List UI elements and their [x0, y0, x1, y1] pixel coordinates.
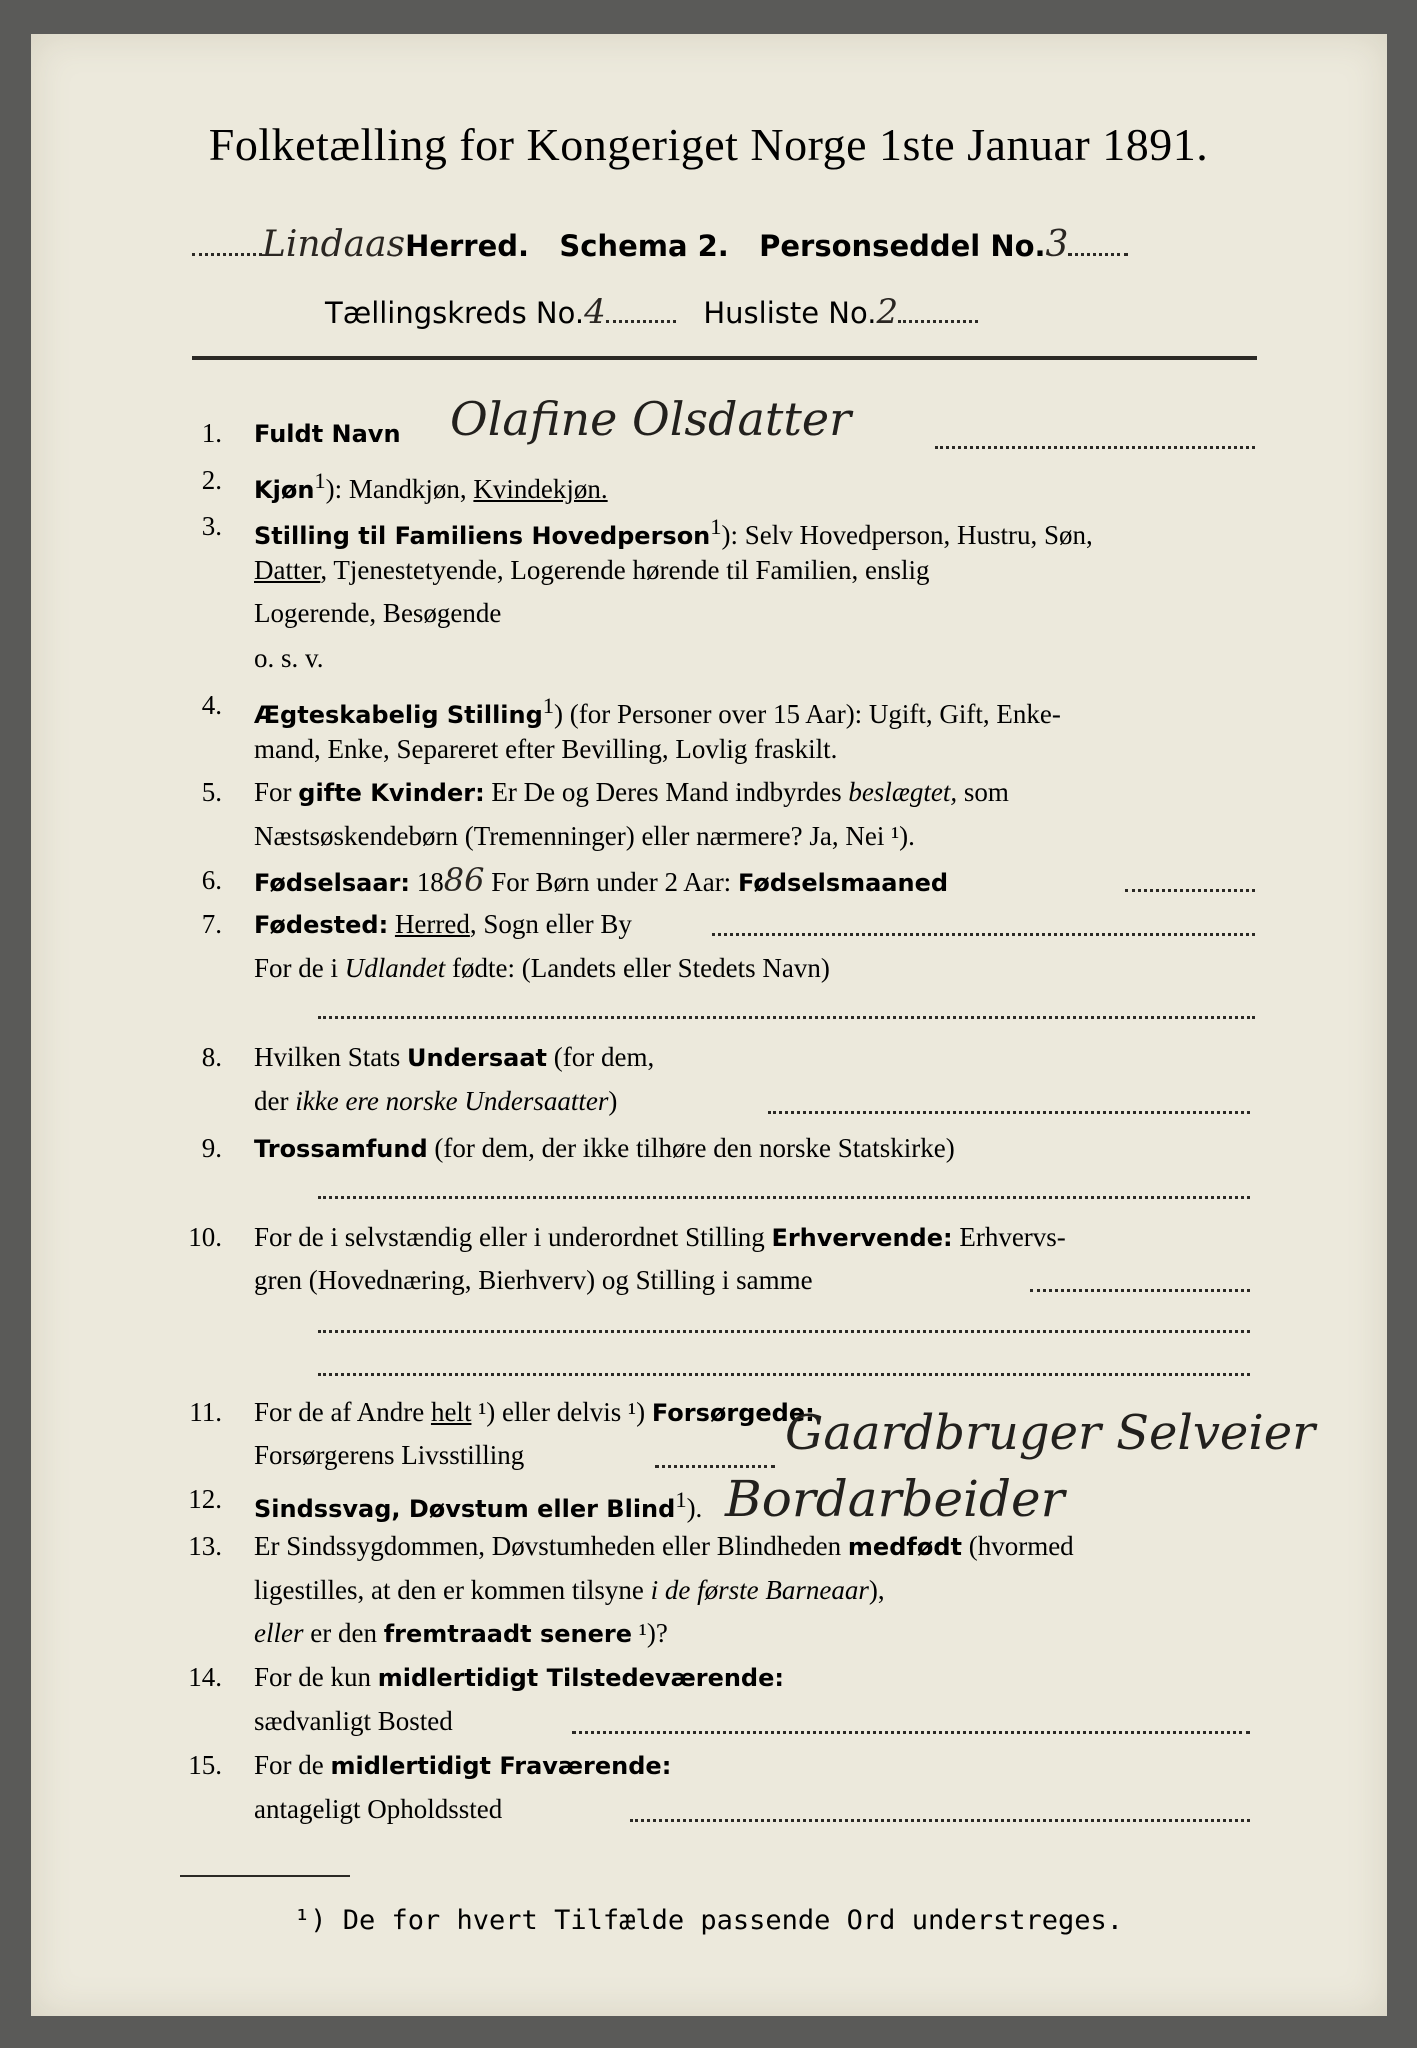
item-label: medfødt	[847, 1533, 962, 1561]
footnote-mark: 1	[710, 514, 722, 539]
item-text	[254, 1744, 1254, 1788]
personseddel-value: 3	[1045, 224, 1069, 265]
item-label: Sindssvag, Døvstum eller Blind	[254, 1495, 676, 1523]
item-text-b: Erhvervs-	[952, 1222, 1066, 1252]
item-text	[254, 1080, 1254, 1123]
handwritten-name: Olafine Olsdatter	[450, 392, 852, 446]
item-line: (for dem, der ikke tilhøre den norske Statskirke)	[427, 1133, 955, 1163]
handwritten-provider-occupation: Gaardbruger Selveier	[785, 1405, 1316, 1461]
item-text-b: er den	[303, 1618, 384, 1648]
footnote: ¹) De for hvert Tilfælde passende Ord understreges.	[293, 1905, 1124, 1936]
item-number: 4.	[201, 690, 222, 720]
item-text	[254, 771, 1254, 815]
item-text-c: fødte: (Landets eller Stedets Navn)	[445, 953, 830, 983]
item-number: 3.	[201, 511, 222, 541]
item-text: Forsørgerens Livsstilling	[254, 1440, 525, 1470]
item-line: ) (for Personer over 15 Aar): Ugift, Gift, Enke-	[554, 699, 1061, 729]
year-prefix: 18	[410, 867, 444, 897]
item-label: Undersaat	[407, 1044, 548, 1072]
item-text-a: ): Mandkjøn,	[325, 474, 474, 504]
item-text-pre: For de	[254, 1750, 331, 1780]
item-text	[254, 859, 1254, 905]
item-number: 11.	[189, 1397, 222, 1427]
item-text-a: For Børn under 2 Aar:	[484, 867, 738, 897]
item-number: 9.	[201, 1133, 222, 1163]
schema-label: Schema 2.	[559, 229, 729, 263]
fill-line	[318, 1373, 1250, 1376]
item-label: Forsørgede:	[651, 1399, 815, 1427]
husliste-value: 2	[876, 292, 899, 332]
item-number: 7.	[201, 909, 222, 939]
husliste-label: Husliste No.	[703, 296, 877, 330]
item-text-pre: For	[254, 777, 299, 807]
item-number: 14.	[188, 1662, 222, 1692]
fill-line	[318, 1016, 1255, 1019]
fill-line	[768, 1111, 1250, 1114]
fill-line	[318, 1196, 1250, 1199]
item-number: 6.	[201, 865, 222, 895]
item-text: antageligt Opholdssted	[254, 1794, 503, 1824]
item-text-a: Er Sindssygdommen, Døvstumheden eller Blindheden	[254, 1531, 848, 1561]
item-text-a: Hvilken Stats	[254, 1042, 407, 1072]
item-text-pre: For de kun	[254, 1662, 378, 1692]
fill-line	[1125, 889, 1255, 892]
item-text-a: Datter	[254, 555, 321, 585]
item-text-a	[388, 909, 395, 939]
item-text-a: For de af Andre	[254, 1397, 431, 1427]
item-text: mand, Enke, Separeret efter Bevilling, Lovlig fraskilt.	[254, 734, 838, 764]
footnote-mark: 1	[675, 1487, 687, 1512]
item-number: 10.	[188, 1222, 222, 1252]
item-label: Fødested:	[254, 911, 389, 939]
fill-line	[935, 446, 1255, 449]
item-label: midlertidigt Fraværende:	[330, 1752, 672, 1780]
item-text: gren (Hovednæring, Bierhverv) og Stilling i samme	[254, 1265, 813, 1295]
herred-value: Lindaas	[262, 224, 406, 265]
item-text-b: Kvindekjøn.	[473, 474, 608, 504]
item-text-b: i de første Barneaar	[650, 1575, 869, 1605]
item-label: gifte Kvinder:	[298, 779, 485, 807]
item-label: Kjøn	[254, 476, 315, 504]
item-text-a: ).	[686, 1493, 703, 1523]
fill-line	[630, 1819, 1250, 1822]
item-text-a: der	[254, 1086, 296, 1116]
item-text	[254, 947, 1254, 990]
item-label: Ægteskabelig Stilling	[254, 701, 543, 729]
item-text: o. s. v.	[254, 643, 324, 673]
item-text	[254, 1216, 1254, 1260]
birth-year-handwritten: 86	[443, 861, 485, 899]
item-label: Stilling til Familiens Hovedperson	[254, 522, 711, 550]
item-number: 15.	[188, 1750, 222, 1780]
item-1	[170, 392, 1260, 462]
item-text: sædvanligt Bosted	[254, 1706, 453, 1736]
item-text	[254, 1127, 1254, 1171]
item-text	[254, 549, 1254, 592]
herred-line	[192, 224, 1128, 265]
item-label: Erhvervende:	[771, 1224, 953, 1252]
footnote-mark: 1	[314, 468, 326, 493]
item-text-b: , Tjenestetyende, Logerende hørende til Familien, enslig	[320, 555, 930, 585]
item-text-b: Udlandet	[344, 953, 446, 983]
item-label: Fuldt Navn	[254, 420, 401, 448]
item-text	[254, 1569, 1254, 1612]
item-text-c: , Sogn eller By	[469, 909, 632, 939]
item-text	[254, 1036, 1254, 1080]
personseddel-label: Personseddel No.	[759, 229, 1046, 263]
item-label: midlertidigt Tilstedeværende:	[377, 1664, 784, 1692]
item-text-c: ¹) eller delvis ¹)	[471, 1397, 652, 1427]
item-text-a: For de i	[254, 953, 345, 983]
item-text-a: Er De og Deres Mand indbyrdes	[484, 777, 849, 807]
item-text-b: (for dem,	[547, 1042, 655, 1072]
header-rule	[192, 356, 1257, 360]
item-text-b: (hvormed	[961, 1531, 1074, 1561]
item-text-a: For de i selvstændig eller i underordnet Stilling	[254, 1222, 772, 1252]
item-number: 8.	[201, 1042, 222, 1072]
item-text-b: helt	[430, 1397, 472, 1427]
kreds-label: Tællingskreds No.	[325, 296, 585, 330]
item-number: 1.	[201, 418, 222, 448]
item-text: Næstsøskendebørn (Tremenninger) eller nærmere? Ja, Nei ¹).	[254, 821, 915, 851]
fill-line	[655, 1465, 775, 1468]
kreds-line	[325, 292, 978, 332]
item-label: Fødselsaar:	[254, 869, 410, 897]
item-text	[254, 1656, 1254, 1700]
fill-line	[572, 1731, 1250, 1734]
footnote-mark: 1	[542, 693, 555, 718]
item-text-c: som	[957, 777, 1009, 807]
item-text-b: Herred	[394, 909, 470, 939]
item-text-a: ligestilles, at den er kommen tilsyne	[254, 1575, 651, 1605]
footnote-rule	[180, 1875, 350, 1877]
item-number: 12.	[188, 1484, 222, 1514]
item-text: Logerende, Besøgende	[254, 598, 502, 628]
item-text-c: )	[608, 1086, 618, 1116]
item-text-c: fremtraadt senere	[383, 1620, 633, 1648]
item-line: ): Selv Hovedperson, Hustru, Søn,	[721, 520, 1093, 550]
herred-label: Herred.	[405, 229, 530, 263]
item-text-b: beslægtet,	[848, 777, 958, 807]
item-text	[254, 1612, 1254, 1656]
item-number: 13.	[188, 1531, 222, 1561]
kreds-value: 4	[584, 292, 606, 332]
handwritten-occupation: Bordarbeider	[725, 1470, 1065, 1528]
item-text-a: eller	[254, 1618, 304, 1648]
item-number: 5.	[201, 777, 222, 807]
item-text-d: ¹)?	[632, 1618, 668, 1648]
form-title: Folketælling for Kongeriget Norge 1ste Januar 1891.	[208, 119, 1209, 170]
fill-line	[318, 1330, 1250, 1333]
item-text-b: Fødselsmaaned	[737, 869, 949, 897]
item-label: Trossamfund	[254, 1135, 428, 1163]
item-text	[254, 1525, 1254, 1569]
item-text-c: ),	[868, 1575, 885, 1605]
item-text	[254, 903, 1254, 947]
item-number: 2.	[201, 465, 222, 495]
fill-line	[712, 933, 1255, 936]
fill-line	[1030, 1289, 1250, 1292]
item-text-b: ikke ere norske Undersaatter	[295, 1086, 609, 1116]
